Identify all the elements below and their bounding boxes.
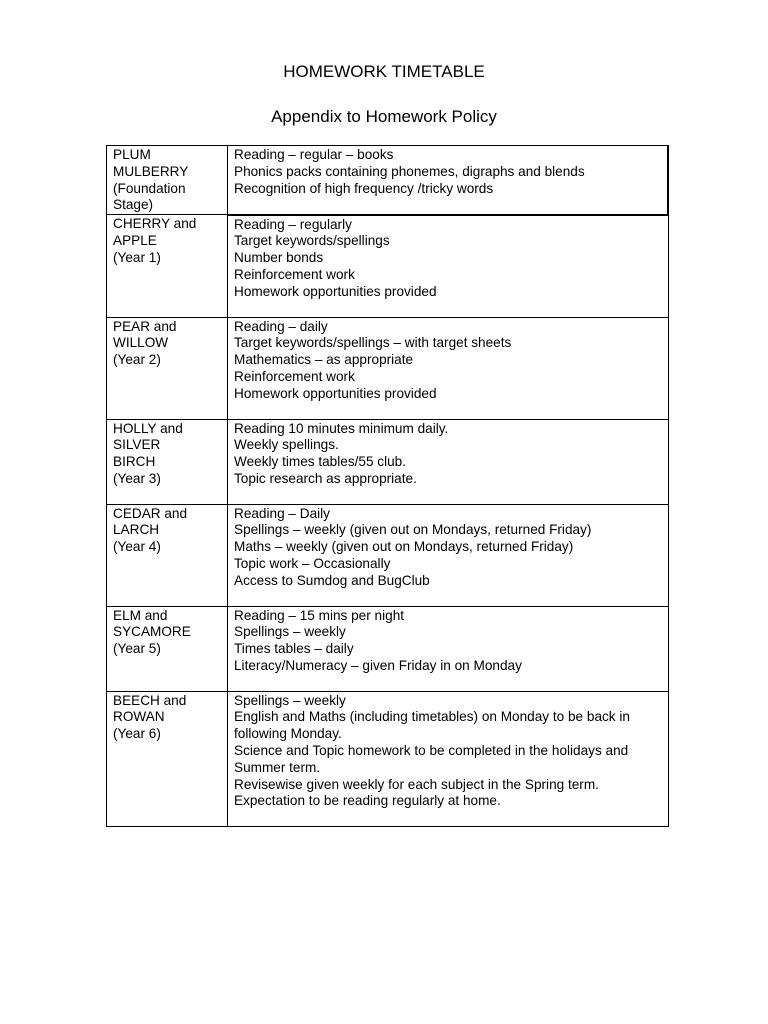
class-line: PEAR and xyxy=(113,318,177,334)
tasks-cell xyxy=(228,317,669,419)
class-line: SYCAMORE xyxy=(113,624,191,640)
task-item: English and Maths (including timetables) on Monday to be back in following Monday. xyxy=(234,709,630,742)
table-row xyxy=(107,317,669,419)
class-cell xyxy=(107,606,228,691)
class-line: (Year 1) xyxy=(113,249,161,265)
task-item: Reading – regularly xyxy=(234,216,352,232)
class-cell xyxy=(107,215,228,318)
task-item: Reading – 15 mins per night xyxy=(234,607,405,623)
class-line: SILVER xyxy=(113,437,161,453)
task-item: Homework opportunities provided xyxy=(234,283,437,299)
tasks-cell xyxy=(228,215,669,318)
task-item: Access to Sumdog and BugClub xyxy=(234,572,430,588)
class-line: LARCH xyxy=(113,522,160,538)
class-line: WILLOW xyxy=(113,335,169,351)
class-line: MULBERRY xyxy=(113,163,189,179)
tasks-cell xyxy=(228,146,669,215)
class-line: CHERRY and xyxy=(113,216,197,232)
task-item: Topic research as appropriate. xyxy=(234,471,417,487)
task-item: Homework opportunities provided xyxy=(234,385,437,401)
task-item: Reading – Daily xyxy=(234,505,330,521)
class-cell xyxy=(107,317,228,419)
task-item: Spellings – weekly (given out on Mondays, returned Friday) xyxy=(234,522,592,538)
task-item: Reinforcement work xyxy=(234,267,355,283)
task-item: Reading – regular – books xyxy=(234,147,394,162)
task-item: Target keywords/spellings xyxy=(234,233,390,249)
task-item: Science and Topic homework to be completed in the holidays and Summer term. xyxy=(234,743,629,775)
task-item: Revisewise given weekly for each subject in the Spring term. xyxy=(234,776,599,792)
table-row xyxy=(107,504,669,606)
class-line: (Foundation xyxy=(113,180,186,196)
class-cell xyxy=(107,504,228,606)
class-cell xyxy=(107,691,228,826)
class-line: CEDAR and xyxy=(113,505,188,521)
table-row xyxy=(107,691,669,826)
task-item: Mathematics – as appropriate xyxy=(234,352,414,368)
task-item: Times tables – daily xyxy=(234,641,354,657)
document-title: HOMEWORK TIMETABLE xyxy=(283,62,485,81)
task-item: Expectation to be reading regularly at home. xyxy=(234,793,501,809)
class-line: HOLLY and xyxy=(113,420,183,436)
task-item: Reinforcement work xyxy=(234,369,355,385)
tasks-cell xyxy=(228,606,669,691)
task-item: Target keywords/spellings – with target sheets xyxy=(234,335,512,351)
class-line: (Year 4) xyxy=(113,539,161,555)
table-row xyxy=(107,419,669,504)
task-item: Spellings – weekly xyxy=(234,624,346,640)
class-cell xyxy=(107,419,228,504)
class-line: (Year 5) xyxy=(113,641,161,657)
class-line: (Year 2) xyxy=(113,352,161,368)
table-row xyxy=(107,146,669,215)
task-item: Phonics packs containing phonemes, digraphs and blends xyxy=(234,163,585,179)
task-item: Number bonds xyxy=(234,250,324,266)
task-item: Topic work – Occasionally xyxy=(234,556,391,572)
class-cell xyxy=(107,146,228,215)
task-item: Weekly spellings. xyxy=(234,437,339,453)
class-line: ROWAN xyxy=(113,709,165,725)
document-subtitle: Appendix to Homework Policy xyxy=(271,107,497,126)
class-line: (Year 3) xyxy=(113,471,161,487)
task-item: Recognition of high frequency /tricky words xyxy=(234,180,494,196)
tasks-cell xyxy=(228,419,669,504)
tasks-cell xyxy=(228,504,669,606)
task-item: Spellings – weekly xyxy=(234,692,346,708)
class-line: PLUM xyxy=(113,147,151,162)
class-line: (Year 6) xyxy=(113,726,161,742)
table-row xyxy=(107,215,669,318)
tasks-cell xyxy=(228,691,669,826)
class-line: APPLE xyxy=(113,232,157,248)
task-item: Weekly times tables/55 club. xyxy=(234,454,407,470)
class-line: Stage) xyxy=(113,197,154,213)
task-item: Reading 10 minutes minimum daily. xyxy=(234,420,449,436)
task-item: Reading – daily xyxy=(234,318,328,334)
homework-timetable xyxy=(106,145,669,827)
task-item: Literacy/Numeracy – given Friday in on Monday xyxy=(234,658,522,674)
class-line: ELM and xyxy=(113,607,168,623)
table-row xyxy=(107,606,669,691)
class-line: BIRCH xyxy=(113,454,156,470)
task-item: Maths – weekly (given out on Mondays, returned Friday) xyxy=(234,539,574,555)
class-line: BEECH and xyxy=(113,692,187,708)
